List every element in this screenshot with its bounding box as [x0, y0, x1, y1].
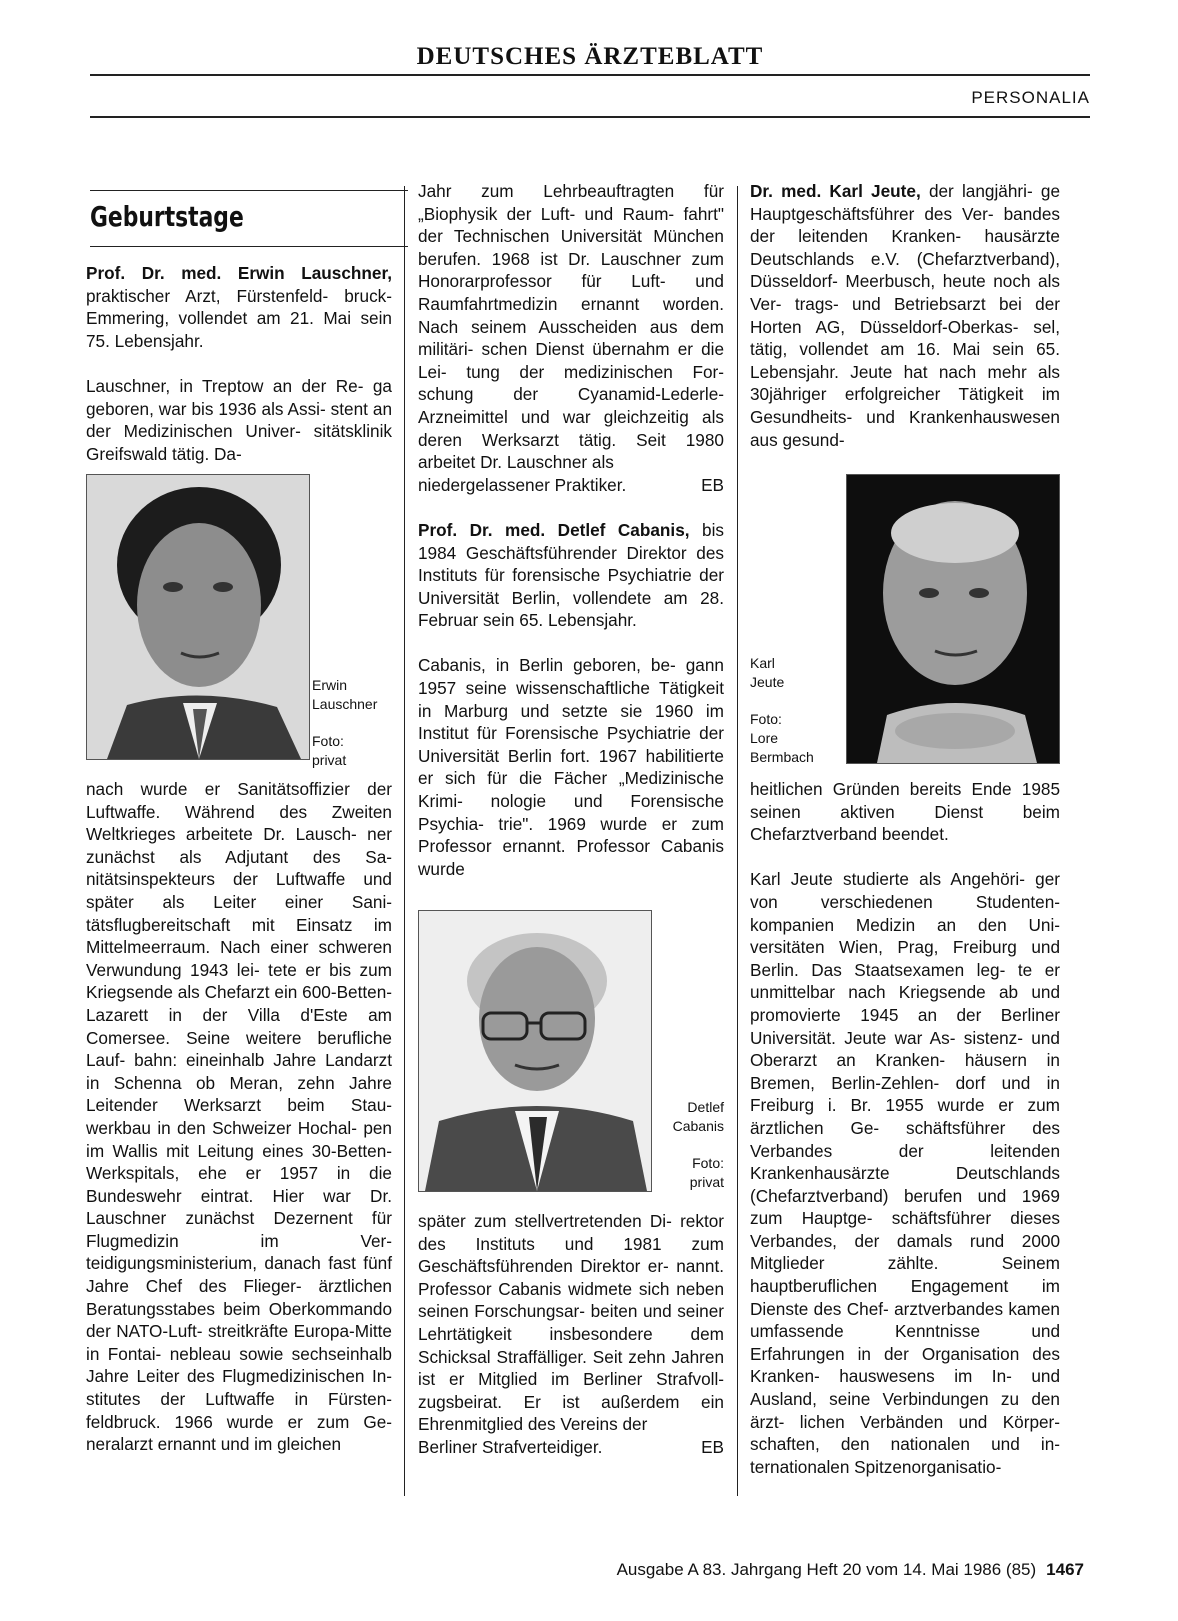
caption-cabanis-name-1: Detlef [687, 1099, 724, 1115]
text-line: wurde er zum ärztlichen Ge- [750, 1095, 1061, 1138]
article-jeute-intro [750, 180, 1060, 451]
text-line: schen Dienst übernahm er die Lei- [418, 339, 725, 382]
text-lines [418, 655, 724, 878]
jeute-paragraph-2 [750, 778, 1060, 846]
text-line: Meerbusch, heute noch als Ver- [750, 271, 1060, 314]
cabanis-paragraph-1 [418, 519, 724, 632]
heading-rule-top [90, 190, 408, 191]
text-line: Dezernent für Flugmedizin im Ver- [86, 1208, 392, 1251]
text-line: Mai sein 75. Lebensjahr. [86, 308, 392, 351]
text-line: ga geboren, war bis 1936 als Assi- [86, 375, 392, 419]
page-number: 1467 [1046, 1560, 1084, 1579]
text-line: 65. Lebensjahr. Jeute hat nach [750, 339, 1060, 382]
text-line: rektor des Instituts und 1981 zum [418, 1211, 724, 1254]
portrait-jeute [846, 474, 1060, 764]
lauschner-paragraph-3 [86, 778, 392, 1456]
text-line: Psychiatrie der Universität Berlin, [418, 565, 724, 608]
text-lines [418, 1211, 724, 1434]
text-line: seine Verbindungen zu den ärzt- [750, 1389, 1060, 1432]
text-line: in Schenna ob Meran, zehn Jahre [86, 1072, 392, 1093]
text-line: trags- und Betriebsarzt bei der [794, 293, 1060, 314]
header-divider [90, 116, 1090, 118]
text-line: (Chefarztverband), Düsseldorf- [750, 248, 1060, 292]
text-line: Chefarzt ein 600-Betten-Lazarett [86, 982, 392, 1025]
article-cabanis-continued [418, 1210, 724, 1459]
text-line: sistenz- und Oberarzt an Kranken- [750, 1027, 1060, 1071]
text-line: sich neben seinen Forschungsar- [418, 1278, 725, 1322]
text-line: arztverbandes kamen umfassende [750, 1298, 1060, 1342]
caption-cabanis-name-2: Cabanis [672, 1118, 724, 1134]
text-line: ger von verschiedenen Studenten- [750, 869, 1060, 912]
text-line: stent an der Medizinischen Univer- [86, 398, 392, 442]
heading-rule-bottom [90, 246, 408, 247]
text-line: der damals rund 2000 Mitglieder [750, 1230, 1060, 1274]
text-lines [86, 376, 392, 464]
jeute-paragraph-3 [750, 868, 1060, 1478]
text-line: zählte. Seinem hauptberuflichen [750, 1253, 1060, 1297]
text-line: Lauschner zum Honorarprofessor [418, 248, 724, 292]
text-line: bruck-Emmering, vollendet am 21. [86, 285, 392, 329]
text-line: tung der medizinischen For- [466, 361, 724, 382]
text-line: kompanien Medizin an den Uni- [750, 914, 1060, 935]
jeute-name: Dr. med. Karl Jeute, [750, 181, 921, 201]
caption-lauschner-credit-2: privat [312, 752, 347, 768]
text-lines [418, 543, 724, 631]
text-line: tätsflugbereitschaft mit Einsatz im [86, 914, 392, 935]
article-lauschner-intro [86, 262, 392, 465]
section-heading: Geburtstage [90, 200, 244, 233]
text-line: vollendete am 28. Februar sein 65. [418, 587, 725, 631]
text-line: ernannt worden. Nach seinem [418, 293, 724, 337]
text-line: stitutes der Luftwaffe in Fürsten- [86, 1389, 392, 1410]
caption-jeute-credit-3: Bermbach [750, 749, 814, 765]
journal-title: DEUTSCHES ÄRZTEBLATT [90, 40, 1090, 76]
text-line: heitlichen Gründen bereits Ende [750, 779, 1012, 799]
text-line: häusern in Bremen, Berlin-Zehlen- [750, 1050, 1060, 1093]
cabanis-paragraph-3 [418, 1210, 724, 1459]
caption-jeute-credit-2: Lore [750, 730, 779, 746]
section-label: PERSONALIA [971, 88, 1090, 107]
text-line: Leitender Werksarzt beim Stau- [86, 1095, 392, 1116]
text-line: Straffälliger. Seit zehn Jahren ist [418, 1346, 724, 1390]
text-line: ternationalen Spitzenorganisatio- [750, 1456, 1002, 1477]
text-line: gann 1957 seine wissenschaftliche [418, 655, 724, 699]
text-line: ge Hauptgeschäftsführer des Ver- [750, 181, 1061, 224]
text-line: sitätsklinik Greifswald tätig. Da- [86, 421, 392, 464]
text-lines [750, 869, 1060, 1476]
text-line: fort. 1967 habilitierte er sich für [418, 745, 724, 789]
issue-info: Ausgabe A 83. Jahrgang Heft 20 vom 14. Mai 1986 (85) [616, 1560, 1037, 1579]
text-line: mehr als 30jähriger erfolgreicher [750, 361, 1060, 405]
text-line: neralarzt ernannt und im gleichen [86, 1434, 342, 1455]
lauschner-last-line: niedergelassener Praktiker. [418, 474, 627, 495]
text-line: Leiter des Flugmedizinischen In- [136, 1366, 393, 1387]
text-line: trie". 1969 wurde er zum Professor [418, 813, 725, 857]
column-divider-left [404, 186, 405, 1496]
author-sign-1: EB [701, 474, 724, 495]
text-line: schaften, den nationalen und in- [750, 1434, 1060, 1455]
text-line: Weltkrieges arbeitete Dr. Lausch- [86, 824, 357, 845]
text-line: und später als Leiter einer Sani- [86, 869, 392, 912]
lauschner-paragraph-1 [86, 262, 392, 352]
text-line: als deren Werksarzt tätig. Seit [418, 406, 725, 450]
text-line: fast fünf Jahre Chef des Flieger- [86, 1253, 392, 1297]
text-line: Krankenhauswesen aus gesund- [750, 406, 1060, 450]
text-line: Arzneimittel und war gleichzeitig [418, 406, 689, 427]
text-line: Chefarztverband beendet. [750, 824, 949, 845]
text-line: Tätigkeit in Marburg und setzte sie [418, 678, 725, 721]
text-lines [86, 779, 392, 1454]
caption-lauschner [312, 676, 377, 770]
caption-jeute-credit-1: Foto: [750, 711, 782, 727]
text-line: Seine weitere berufliche Lauf- [86, 1027, 392, 1071]
text-line: Deutschlands (Chefarztverband) [750, 1163, 1060, 1206]
caption-lauschner-name-1: Erwin [312, 677, 348, 693]
author-sign-2: EB [701, 1436, 724, 1457]
text-line: 1984 Geschäftsführender Direktor [418, 542, 687, 563]
text-lines [750, 779, 1060, 844]
text-line: München berufen. 1968 ist Dr. [418, 226, 724, 269]
text-line: schäftsführer des Verbandes der [750, 1117, 1060, 1161]
text-line: hausärzte Deutschlands e.V. [750, 226, 1060, 269]
text-line: dorf und in Freiburg i. Br. 1955 [750, 1072, 1060, 1116]
lauschner-paragraph-4 [418, 180, 724, 496]
text-line: insbesondere dem Schicksal [418, 1323, 724, 1367]
article-lauschner-end [418, 180, 724, 880]
text-line: fahrt" der Technischen Universität [418, 203, 724, 247]
text-line: sel, tätig, vollendet am 16. Mai sein [750, 316, 1060, 360]
text-line: streitkräfte Europa-Mitte in Fontai- [86, 1321, 392, 1364]
text-line: berufen und 1969 zum Hauptge- [750, 1185, 1060, 1229]
text-line: teidigungsministerium, danach [86, 1253, 321, 1274]
text-line: Engagement im Dienste des Chef- [750, 1276, 1060, 1319]
text-lines [418, 181, 724, 472]
lauschner-paragraph-2 [86, 375, 392, 465]
caption-jeute [750, 654, 842, 767]
text-line: er Mitglied im Berliner Strafvoll- [449, 1369, 724, 1390]
text-line: Hier war Dr. Lauschner zunächst [86, 1185, 392, 1229]
text-line: Jahr zum Lehrbeauftragten für [418, 181, 724, 201]
text-line: schweren Verwundung 1943 lei- [86, 937, 392, 980]
text-line: Ausscheiden aus dem militäri- [418, 316, 724, 360]
text-line: Oberkommando der NATO-Luft- [86, 1298, 392, 1342]
caption-lauschner-name-2: Lauschner [312, 696, 378, 712]
text-line: später zum stellvertretenden Di- [418, 1211, 672, 1231]
text-line: nannt. Professor Cabanis widmete [418, 1256, 724, 1299]
text-line: für Luft- und Raumfahrtmedizin [418, 271, 724, 314]
text-lines [750, 181, 1060, 450]
text-line: bahn: eineinhalb Jahre Landarzt [134, 1050, 392, 1071]
text-line: Horten AG, Düsseldorf-Oberkas- [750, 316, 1019, 337]
text-line: tete er bis zum Kriegsende als [86, 959, 392, 1003]
text-line: Kenntnisse und Erfahrungen in [750, 1321, 1060, 1364]
text-line: Geschäftsführenden Direktor er- [418, 1256, 669, 1277]
text-line: Mittelmeerraum. Nach einer [86, 937, 309, 958]
text-line: schung der Cyanamid-Lederle- [418, 384, 724, 405]
caption-cabanis-credit-1: Foto: [692, 1155, 724, 1171]
text-line: leitenden Krankenhausärzte [750, 1140, 1060, 1184]
article-lauschner-continued [86, 778, 392, 1456]
page-footer [617, 1560, 1084, 1580]
text-line: Tätigkeit im Gesundheits- und [750, 384, 1061, 427]
text-line: Cabanis, in Berlin geboren, be- [418, 655, 676, 676]
cabanis-lead-rest: bis [689, 519, 725, 540]
text-line: und Berlin. Das Staatsexamen leg- [750, 937, 1061, 980]
text-line: versitäten Wien, Prag, Freiburg [750, 937, 1017, 958]
text-line: zugsbeirat. Er ist außerdem ein [418, 1391, 724, 1412]
text-line: ärztlichen Beratungsstabes beim [86, 1276, 392, 1319]
text-line: nebleau sowie sechseinhalb Jahre [86, 1343, 392, 1387]
text-line: beiten und seiner Lehrtätigkeit [418, 1301, 725, 1344]
text-line: te er unmittelbar nach Kriegsende [750, 959, 1060, 1003]
cabanis-paragraph-2 [418, 654, 724, 880]
text-line: werkbau in den Schweizer Hochal- [86, 1117, 357, 1138]
cabanis-last-line: Berliner Strafverteidiger. [418, 1436, 603, 1457]
caption-jeute-name-1: Karl [750, 655, 775, 671]
caption-jeute-name-2: Jeute [750, 674, 785, 690]
text-line: lichen Verbänden und Körper- [799, 1411, 1061, 1432]
caption-lauschner-credit-1: Foto: [312, 733, 344, 749]
jeute-lead-rest: der langjähri- [920, 181, 1033, 201]
column-divider-right [737, 186, 738, 1496]
text-line: Karl Jeute studierte als Angehöri- [750, 869, 1025, 890]
text-line: des Instituts für forensische [418, 542, 724, 586]
portrait-cabanis [418, 910, 652, 1192]
text-line: feldbruck. 1966 wurde er zum Ge- [86, 1411, 392, 1432]
text-line: nitätsinspekteurs der Luftwaffe [86, 869, 346, 890]
caption-cabanis-credit-2: privat [689, 1174, 724, 1190]
text-line: pen im Wallis mit Leitung eines [86, 1117, 392, 1161]
text-line: 1960 im Institut für Forensische [418, 700, 724, 744]
jeute-paragraph-1 [750, 180, 1060, 451]
text-line: in der Villa d'Este am Comersee. [86, 1004, 392, 1048]
text-line: der Organisation des Kranken- [750, 1343, 1060, 1387]
text-line: ab und promovierte 1945 an der [750, 982, 1060, 1025]
text-line: ernannt. Professor Cabanis wurde [418, 836, 724, 879]
text-line: „Biophysik der Luft- und Raum- [418, 203, 675, 224]
cabanis-name: Prof. Dr. med. Detlef Cabanis, [418, 519, 690, 540]
text-line: Psychiatrie der Universität Berlin [418, 723, 724, 766]
text-line: schäftsführer dieses Verbandes, [750, 1208, 1060, 1251]
text-line: Lauschner, in Treptow an der Re- [86, 375, 364, 396]
text-line: 30-Betten-Werkspitals, ehe er [86, 1140, 392, 1184]
caption-cabanis [650, 1098, 724, 1192]
text-line: praktischer Arzt, Fürstenfeld- [86, 285, 329, 306]
text-line: nologie und Forensische Psychia- [418, 791, 724, 834]
text-line: nach wurde er Sanitätsoffizier der [86, 779, 392, 799]
text-line: 1957 in die Bundeswehr eintrat. [86, 1163, 392, 1206]
text-line: ner zunächst als Adjutant des Sa- [86, 824, 392, 867]
text-line: bandes der leitenden Kranken- [750, 203, 1060, 247]
text-line: hauswesens im In- und Ausland, [750, 1366, 1061, 1410]
text-line: 1985 seinen aktiven Dienst beim [750, 779, 1061, 822]
text-line: Ehrenmitglied des Vereins der [418, 1414, 648, 1435]
article-jeute-continued [750, 778, 1060, 1478]
text-line: die Fächer „Medizinische Krimi- [418, 768, 724, 812]
text-line: Berliner Universität. Jeute war As- [750, 1004, 1060, 1048]
lauschner-name: Prof. Dr. med. Erwin Lauschner, [86, 263, 392, 283]
text-lines [86, 286, 392, 351]
text-line: Lebensjahr. [547, 610, 637, 631]
text-line: Luftwaffe. Während des Zweiten [86, 801, 392, 822]
portrait-lauschner [86, 474, 310, 760]
text-line: 1980 arbeitet Dr. Lauschner als [418, 429, 724, 473]
